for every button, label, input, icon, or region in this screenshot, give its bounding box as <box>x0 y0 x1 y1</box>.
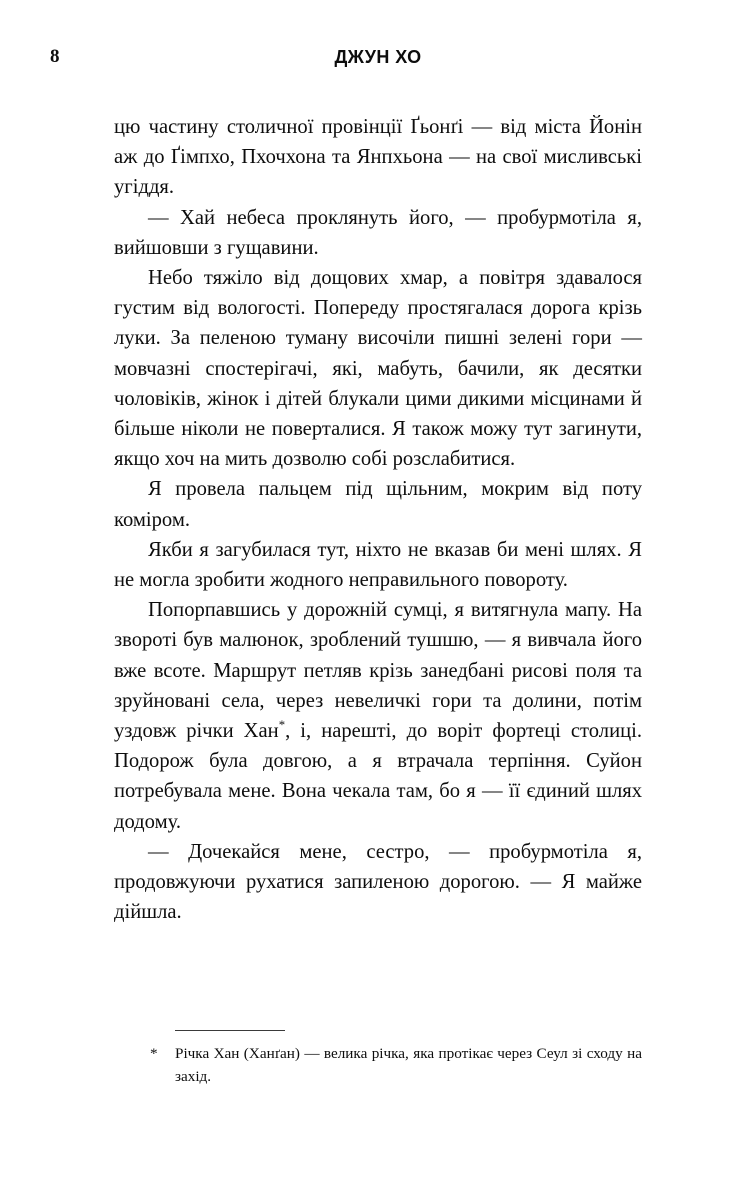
paragraph: — Дочекайся мене, сестро, — пробурмотіла я, продовжуючи рухатися запиленою дорогою. — Я майже дійшла. <box>114 840 642 924</box>
paragraph: цю частину столичної провінції Ґьонґі — від міста Йонін аж до Ґімпхо, Пхочхона та Янпхьона — на свої мисливські угіддя. <box>114 116 642 199</box>
footnote-reference-marker[interactable]: * <box>278 718 286 733</box>
paragraph-with-footnote <box>114 595 642 837</box>
paragraph: Якби я загубилася тут, ніхто не вказав би мені шлях. Я не могла зробити жодного неправильного повороту. <box>114 538 642 592</box>
running-header <box>0 44 756 70</box>
paragraph-text-before-footnote: Попорпавшись у дорожній сумці, я витягнула мапу. На звороті був малюнок, зроблений тушшю, — я вивчала його вже всоте. Маршрут петляв крізь занедбані рисові поля та зруйновані села, через невеличкі гори та долини, потім уздовж річки Хан <box>114 599 642 743</box>
footnote-text: Річка Хан (Ханґан) — велика річка, яка протікає через Сеул зі сходу на захід. <box>175 1045 642 1085</box>
paragraph: — Хай небеса проклянуть його, — пробурмотіла я, вийшовши з гущавини. <box>114 206 642 259</box>
paragraph: Я провела пальцем під щільним, мокрим від поту коміром. <box>114 478 642 531</box>
footnote-marker: * <box>150 1045 158 1062</box>
footnote-item <box>114 1042 642 1088</box>
body-text <box>114 112 642 927</box>
footnote-separator-rule <box>175 1030 285 1031</box>
paragraph-text-after-footnote: , і, нарешті, до воріт фортеці столиці. Подорож була довгою, а я втрачала терпіння. Суйон потребувала мене. Вона чекала там, бо я — її єдиний шлях додому. <box>114 720 642 833</box>
page-number: 8 <box>50 46 60 67</box>
running-title: ДЖУН ХО <box>334 47 422 67</box>
footnote-area <box>114 1030 642 1088</box>
paragraph: Небо тяжіло від дощових хмар, а повітря здавалося густим від вологості. Попереду простягалася дорога крізь луки. За пеленою туману височіли пишні зелені гори — мовчазні спостерігачі, які, мабуть, бачили, як десятки чоловіків, жінок і дітей блукали цими дикими місцинами й більше ніколи не поверталися. Я також можу тут загинути, якщо хоч на мить дозволю собі розслабитися. <box>114 267 642 471</box>
